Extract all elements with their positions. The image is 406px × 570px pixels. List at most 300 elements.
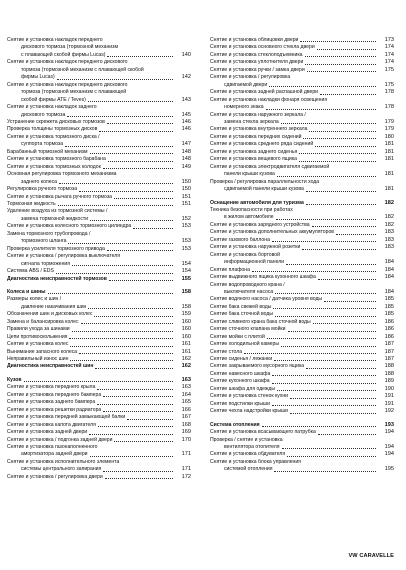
- dot-leader: [56, 273, 173, 274]
- toc-entry[interactable]: [210, 311, 394, 318]
- toc-entry-row: [210, 200, 394, 207]
- toc-entry[interactable]: [210, 393, 394, 400]
- toc-entry-text: информационной панели: [224, 259, 285, 266]
- dot-leader: [299, 153, 376, 154]
- toc-entry[interactable]: [210, 156, 394, 163]
- toc-entry-row: [7, 377, 191, 384]
- toc-entry-text: Снятие и установка облицовки двери: [210, 37, 299, 43]
- toc-entry-row: [210, 244, 394, 251]
- toc-entry-row: [7, 429, 191, 436]
- toc-entry-text: с плавающей скобой фирмы Lucas): [21, 51, 106, 58]
- toc-entry[interactable]: [7, 126, 191, 133]
- toc-entry-text: Снятие и установка электродвигателя сдвигаемой: [210, 163, 330, 170]
- toc-entry[interactable]: [7, 246, 191, 253]
- toc-entry-row: [7, 141, 191, 148]
- toc-entry[interactable]: [7, 384, 191, 391]
- toc-entry-row: [7, 311, 191, 318]
- toc-entry-text: Снятие и установка основного стекла двери: [210, 44, 315, 51]
- toc-entry[interactable]: [7, 37, 191, 59]
- toc-entry-text: Барабанный тормозной механизм: [7, 148, 88, 155]
- toc-page-number: 181: [384, 171, 394, 178]
- dot-leader: [318, 434, 376, 435]
- dot-leader: [103, 168, 173, 169]
- toc-entry-text: фирмы Lucas): [21, 74, 55, 81]
- toc-entry[interactable]: [7, 231, 191, 246]
- toc-entry-text: Снятие и установка накладок переднего дискового: [7, 59, 128, 66]
- toc-page-number: 174: [384, 51, 394, 58]
- toc-entry-row: [7, 223, 191, 230]
- toc-page-number: 168: [181, 421, 191, 428]
- toc-entry-row: [210, 222, 394, 229]
- toc-entry[interactable]: [210, 52, 394, 59]
- toc-entry[interactable]: [210, 59, 394, 66]
- dot-leader: [98, 426, 173, 427]
- dot-leader: [305, 64, 376, 65]
- toc-entry[interactable]: [210, 274, 394, 281]
- toc-entry[interactable]: [7, 201, 191, 208]
- toc-entry-row: [7, 119, 191, 126]
- toc-entry-text: Система отопления: [210, 421, 260, 428]
- toc-entry[interactable]: [7, 311, 191, 318]
- toc-entry-row: [210, 334, 394, 341]
- toc-entry[interactable]: [7, 474, 191, 481]
- toc-entry-text: Снятие выдвижного ящика кухонного шкафа: [210, 274, 316, 281]
- toc-entry-row: [210, 186, 394, 193]
- dot-leader: [306, 368, 376, 369]
- dot-leader: [94, 316, 173, 317]
- toc-page-number: 179: [384, 118, 394, 125]
- toc-page-number: 181: [384, 148, 394, 155]
- toc-page-number: 181: [384, 141, 394, 148]
- dot-leader: [24, 381, 173, 382]
- toc-entry-text: Оснащение автомобиля для туризма: [210, 199, 304, 206]
- toc-entry[interactable]: [7, 296, 191, 311]
- toc-entry-text: Снятие плафона: [210, 266, 250, 273]
- toc-entry-text: Неправильный износ шин: [7, 356, 69, 363]
- toc-page-number: 143: [181, 96, 191, 103]
- toc-entry[interactable]: [210, 267, 394, 274]
- toc-entry-row: [210, 67, 394, 74]
- dot-leader: [317, 49, 376, 50]
- toc-entry[interactable]: [210, 89, 394, 96]
- toc-entry-row: [7, 319, 191, 326]
- toc-entry[interactable]: [210, 459, 394, 474]
- toc-entry-row: [210, 304, 394, 311]
- toc-page-number: 163: [181, 376, 191, 383]
- toc-entry-text: Снятие и установка / регулировка: [210, 74, 291, 81]
- dot-leader: [305, 56, 376, 57]
- toc-page-number: 181: [384, 156, 394, 163]
- toc-entry[interactable]: [7, 156, 191, 163]
- toc-entry-text: Снятие стола: [210, 348, 243, 355]
- toc-section-heading[interactable]: [210, 422, 394, 429]
- toc-entry-text: Снятие кухонного шкафа: [210, 378, 270, 385]
- toc-entry-text: Снятие и установка блока управления: [210, 458, 301, 465]
- dot-leader: [90, 153, 173, 154]
- dot-leader: [302, 249, 376, 250]
- dot-leader: [97, 404, 173, 405]
- dot-leader: [266, 109, 376, 110]
- toc-entry-row: [210, 171, 394, 178]
- toc-page-number: 184: [384, 266, 394, 273]
- dot-leader: [90, 456, 174, 457]
- toc-entry[interactable]: [7, 341, 191, 348]
- toc-page-number: 154: [181, 268, 191, 275]
- toc-entry-text: Замена тормозного трубопровода /: [7, 230, 91, 237]
- toc-entry-row: [7, 341, 191, 348]
- toc-entry[interactable]: [210, 371, 394, 378]
- dot-leader: [72, 331, 173, 332]
- toc-entry-row: [210, 408, 394, 415]
- toc-entry-text: Снятие и установка накладок переднего дискового: [7, 81, 128, 88]
- dot-leader: [57, 79, 173, 80]
- dot-leader: [107, 56, 173, 57]
- toc-section-heading[interactable]: [7, 289, 191, 296]
- dot-leader: [79, 191, 173, 192]
- dot-leader: [97, 389, 173, 390]
- toc-page-number: 178: [384, 104, 394, 111]
- toc-entry-row: [7, 392, 191, 399]
- toc-entry[interactable]: [7, 399, 191, 406]
- toc-page-number: 169: [181, 429, 191, 436]
- toc-entry-row: [210, 214, 394, 221]
- dot-leader: [79, 353, 173, 354]
- toc-page-number: 189: [384, 378, 394, 385]
- toc-entry[interactable]: [210, 304, 394, 311]
- toc-entry[interactable]: [7, 134, 191, 149]
- toc-entry-row: [210, 156, 394, 163]
- toc-page-number: 185: [384, 303, 394, 310]
- toc-entry-text: вентилятора отопителя: [224, 444, 280, 451]
- dot-leader: [320, 94, 376, 95]
- toc-entry-text: Снятие и установка стенок кухни: [210, 393, 289, 400]
- toc-entry-row: [7, 112, 191, 119]
- toc-entry-text: панели крыши кузова: [224, 171, 275, 178]
- toc-entry[interactable]: [210, 237, 394, 244]
- toc-entry[interactable]: [210, 112, 394, 127]
- toc-entry-text: Снятие и установка передней замыкающей балки: [7, 414, 126, 421]
- toc-entry-text: Снятие и установка исполнительного элемента: [7, 458, 120, 465]
- toc-entry-text: Тормозная жидкость: [7, 200, 56, 207]
- toc-entry-text: Снятие и установка передних сидений: [210, 133, 302, 140]
- toc-entry[interactable]: [210, 222, 394, 229]
- toc-entry-text: Снятие и установка колес: [7, 341, 69, 348]
- toc-entry-row: [210, 229, 394, 236]
- toc-entry[interactable]: [210, 296, 394, 303]
- toc-entry-row: [210, 89, 394, 96]
- toc-page-number: 162: [181, 356, 191, 363]
- dot-leader: [262, 426, 376, 427]
- toc-entry-row: [7, 451, 191, 458]
- toc-page-number: 160: [181, 326, 191, 333]
- toc-entry[interactable]: [7, 171, 191, 186]
- toc-entry[interactable]: [7, 444, 191, 459]
- dot-leader: [277, 176, 376, 177]
- dot-leader: [306, 191, 376, 192]
- toc-entry[interactable]: [210, 37, 394, 44]
- toc-page-number: 193: [384, 421, 394, 428]
- dot-leader: [306, 204, 376, 205]
- dot-leader: [299, 161, 376, 162]
- toc-entry[interactable]: [210, 179, 394, 194]
- toc-page-number: 194: [384, 429, 394, 436]
- toc-entry[interactable]: [7, 164, 191, 171]
- dot-leader: [108, 161, 173, 162]
- toc-entry[interactable]: [7, 392, 191, 399]
- toc-page-number: 146: [181, 118, 191, 125]
- dot-leader: [267, 338, 376, 339]
- toc-page-number: 191: [384, 393, 394, 400]
- toc-entry-text: амортизатора задней двери: [21, 451, 88, 458]
- toc-entry[interactable]: [210, 44, 394, 51]
- toc-section-heading[interactable]: [7, 363, 191, 370]
- toc-entry-row: [210, 326, 394, 333]
- toc-entry[interactable]: [210, 126, 394, 133]
- toc-entry-text: замена тормозной жидкости: [21, 215, 89, 222]
- toc-entry-text: Снятие и установка ручки / замка двери: [210, 66, 305, 73]
- toc-entry-text: Снятие и установка переднего бампера: [7, 391, 102, 398]
- toc-entry[interactable]: [7, 223, 191, 230]
- toc-entry[interactable]: [210, 341, 394, 348]
- toc-entry-row: [210, 371, 394, 378]
- toc-entry[interactable]: [210, 282, 394, 297]
- toc-page-number: 153: [181, 245, 191, 252]
- toc-page-number: 155: [181, 275, 191, 282]
- toc-entry[interactable]: [7, 253, 191, 268]
- toc-entry[interactable]: [210, 229, 394, 236]
- toc-entry-row: [210, 356, 394, 363]
- toc-entry-text: Снятие шкафа для одежды: [210, 385, 276, 392]
- toc-page-number: 183: [384, 229, 394, 236]
- toc-page-number: 153: [181, 238, 191, 245]
- toc-entry[interactable]: [7, 349, 191, 356]
- dot-leader: [103, 396, 173, 397]
- toc-page-number: 181: [384, 186, 394, 193]
- toc-entry-row: [210, 134, 394, 141]
- toc-entry[interactable]: [210, 349, 394, 356]
- dot-leader: [107, 250, 173, 251]
- dot-leader: [282, 448, 377, 449]
- toc-entry[interactable]: [7, 194, 191, 201]
- toc-entry-row: [7, 384, 191, 391]
- toc-entry-row: [7, 186, 191, 193]
- toc-page-number: 146: [181, 126, 191, 133]
- dot-leader: [281, 123, 376, 124]
- toc-entry[interactable]: [210, 207, 394, 222]
- dot-leader: [127, 419, 173, 420]
- dot-leader: [312, 226, 376, 227]
- toc-page-number: 160: [181, 333, 191, 340]
- toc-entry-text: Снятие и установка уплотнителя двери: [210, 59, 304, 66]
- toc-page-number: 194: [384, 451, 394, 458]
- toc-section-heading[interactable]: [7, 276, 191, 283]
- toc-entry-row: [7, 466, 191, 473]
- toc-entry-text: номерного знака: [224, 104, 264, 111]
- toc-page-number: 185: [384, 311, 394, 318]
- dot-leader: [72, 265, 173, 266]
- toc-entry[interactable]: [210, 334, 394, 341]
- toc-entry[interactable]: [7, 82, 191, 104]
- toc-entry-row: [7, 52, 191, 59]
- toc-entry[interactable]: [210, 164, 394, 179]
- toc-entry-text: Снятие навесного шкафа: [210, 370, 271, 377]
- dot-leader: [58, 205, 173, 206]
- toc-entry[interactable]: [7, 319, 191, 326]
- toc-entry-text: Снятие сливного крана бака сточной воды: [210, 318, 311, 325]
- toc-entry-row: [7, 422, 191, 429]
- toc-page-number: 151: [181, 200, 191, 207]
- toc-page-number: 186: [384, 318, 394, 325]
- toc-page-number: 188: [384, 363, 394, 370]
- toc-entry-row: [7, 268, 191, 275]
- dot-leader: [114, 441, 173, 442]
- toc-entry[interactable]: [210, 244, 394, 251]
- toc-entry[interactable]: [210, 429, 394, 436]
- toc-page-number: 174: [384, 59, 394, 66]
- toc-entry-text: Техника безопасности при работах: [210, 206, 293, 213]
- toc-entry[interactable]: [210, 326, 394, 333]
- toc-entry[interactable]: [210, 74, 394, 89]
- toc-entry[interactable]: [7, 459, 191, 474]
- toc-entry[interactable]: [7, 104, 191, 119]
- toc-entry-row: [7, 238, 191, 245]
- toc-entry[interactable]: [210, 252, 394, 267]
- toc-entry-text: Снятие и установка решетки радиатора: [7, 406, 102, 413]
- toc-entry[interactable]: [210, 356, 394, 363]
- toc-entry-text: Диагностика неисправностей шин: [7, 363, 94, 370]
- dot-leader: [275, 293, 376, 294]
- dot-leader: [290, 398, 376, 399]
- toc-entry-row: [210, 444, 394, 451]
- toc-entry[interactable]: [7, 334, 191, 341]
- toc-entry-text: Проверка усилителя тормозного привода: [7, 245, 105, 252]
- toc-entry[interactable]: [7, 414, 191, 421]
- toc-page-number: 187: [384, 341, 394, 348]
- toc-entry-text: Снятие сточного клапана мойки: [210, 326, 286, 333]
- toc-entry-row: [7, 474, 191, 481]
- toc-entry-row: [7, 74, 191, 81]
- dot-leader: [275, 316, 376, 317]
- toc-section-heading[interactable]: [210, 200, 394, 207]
- toc-page-number: 172: [181, 473, 191, 480]
- toc-entry[interactable]: [7, 59, 191, 81]
- toc-entry[interactable]: [7, 356, 191, 363]
- toc-entry[interactable]: [7, 407, 191, 414]
- toc-entry-text: Снятие и установка накладок переднего: [7, 37, 103, 43]
- toc-entry-text: Снятие и установка газонаполненного: [7, 444, 98, 451]
- dot-leader: [287, 456, 376, 457]
- toc-entry[interactable]: [7, 326, 191, 333]
- toc-page-number: 184: [384, 274, 394, 281]
- toc-entry-text: дискового тормоза (тормозной механизм: [21, 44, 118, 51]
- toc-entry[interactable]: [210, 319, 394, 326]
- toc-page-number: 162: [181, 363, 191, 370]
- toc-entry[interactable]: [210, 363, 394, 370]
- toc-entry-text: Вынимание запасного колеса: [7, 348, 78, 355]
- dot-leader: [103, 411, 173, 412]
- toc-entry-text: Снятие и установка тормозного диска /: [7, 133, 100, 140]
- toc-entry[interactable]: [7, 422, 191, 429]
- toc-entry-text: Снятие и установка задней раcпашной двери: [210, 89, 318, 96]
- toc-page-number: 173: [384, 37, 394, 43]
- toc-entry-text: Замена и балансировка колес: [7, 318, 79, 325]
- toc-entry[interactable]: [210, 401, 394, 408]
- toc-entry-text: Снятие и установка переднего крыла: [7, 384, 96, 391]
- toc-entry-row: [7, 179, 191, 186]
- toc-entry-text: Снятие водяного насоса / датчика уровня воды: [210, 296, 323, 303]
- toc-entry[interactable]: [210, 134, 394, 141]
- dot-leader: [269, 86, 376, 87]
- toc-entry-text: Снятие холодильной камеры: [210, 341, 279, 348]
- dot-leader: [286, 264, 376, 265]
- toc-entry[interactable]: [210, 141, 394, 148]
- toc-entry-row: [7, 289, 191, 296]
- toc-entry-text: Основная регулировка тормозного механизма: [7, 171, 117, 178]
- dot-leader: [88, 308, 173, 309]
- toc-entry-row: [7, 149, 191, 156]
- toc-entry[interactable]: [7, 149, 191, 156]
- toc-entry-text: Диагностика неисправностей тормозов: [7, 275, 107, 282]
- toc-entry[interactable]: [7, 429, 191, 436]
- toc-entry[interactable]: [7, 119, 191, 126]
- toc-entry[interactable]: [210, 408, 394, 415]
- toc-entry-row: [210, 349, 394, 356]
- toc-entry[interactable]: [7, 437, 191, 444]
- dot-leader: [88, 101, 173, 102]
- toc-entry-text: Снятие и установка тормозных колодок: [7, 163, 101, 170]
- toc-page-number: 175: [384, 66, 394, 73]
- toc-entry-text: Правили ухода за шинами: [7, 326, 70, 333]
- toc-entry-row: [7, 97, 191, 104]
- toc-entry[interactable]: [7, 186, 191, 193]
- toc-entry-text: тормозного шланга: [21, 238, 67, 245]
- toc-entry-text: Снятие и установка зарядного устройства: [210, 221, 310, 228]
- toc-entry[interactable]: [210, 67, 394, 74]
- toc-entry[interactable]: [210, 437, 394, 452]
- toc-entry-text: Снятие и установка бортовой: [210, 251, 280, 258]
- toc-entry-row: [7, 246, 191, 253]
- toc-entry[interactable]: [7, 208, 191, 223]
- toc-entry[interactable]: [7, 268, 191, 275]
- toc-section-heading[interactable]: [7, 377, 191, 384]
- toc-page-number: 158: [181, 288, 191, 295]
- dot-leader: [276, 219, 376, 220]
- dot-leader: [109, 280, 173, 281]
- toc-page-number: 165: [181, 399, 191, 406]
- dot-leader: [103, 471, 173, 472]
- toc-entry-row: [7, 261, 191, 268]
- toc-entry-row: [210, 37, 394, 44]
- toc-entry-row: [7, 126, 191, 133]
- dot-leader: [89, 434, 173, 435]
- toc-entry-row: [210, 126, 394, 133]
- toc-entry-row: [210, 466, 394, 473]
- toc-entry[interactable]: [210, 451, 394, 458]
- toc-entry-text: сигнала торможения: [21, 260, 70, 267]
- dot-leader: [290, 413, 376, 414]
- toc-left-column: [7, 37, 191, 481]
- toc-entry[interactable]: [210, 378, 394, 385]
- toc-entry[interactable]: [210, 149, 394, 156]
- toc-entry[interactable]: [210, 97, 394, 112]
- toc-entry-text: тормоза (тормозной механизм с плавающей: [21, 89, 127, 96]
- toc-entry-text: Снятие подстилки крыши: [210, 400, 270, 407]
- toc-entry-text: Обозначения шин и дисковых колес: [7, 311, 93, 318]
- toc-entry[interactable]: [210, 386, 394, 393]
- toc-page-number: 148: [181, 156, 191, 163]
- toc-entry-row: [7, 216, 191, 223]
- toc-entry-text: Снятие и установка / регулировка выключателя: [7, 253, 120, 260]
